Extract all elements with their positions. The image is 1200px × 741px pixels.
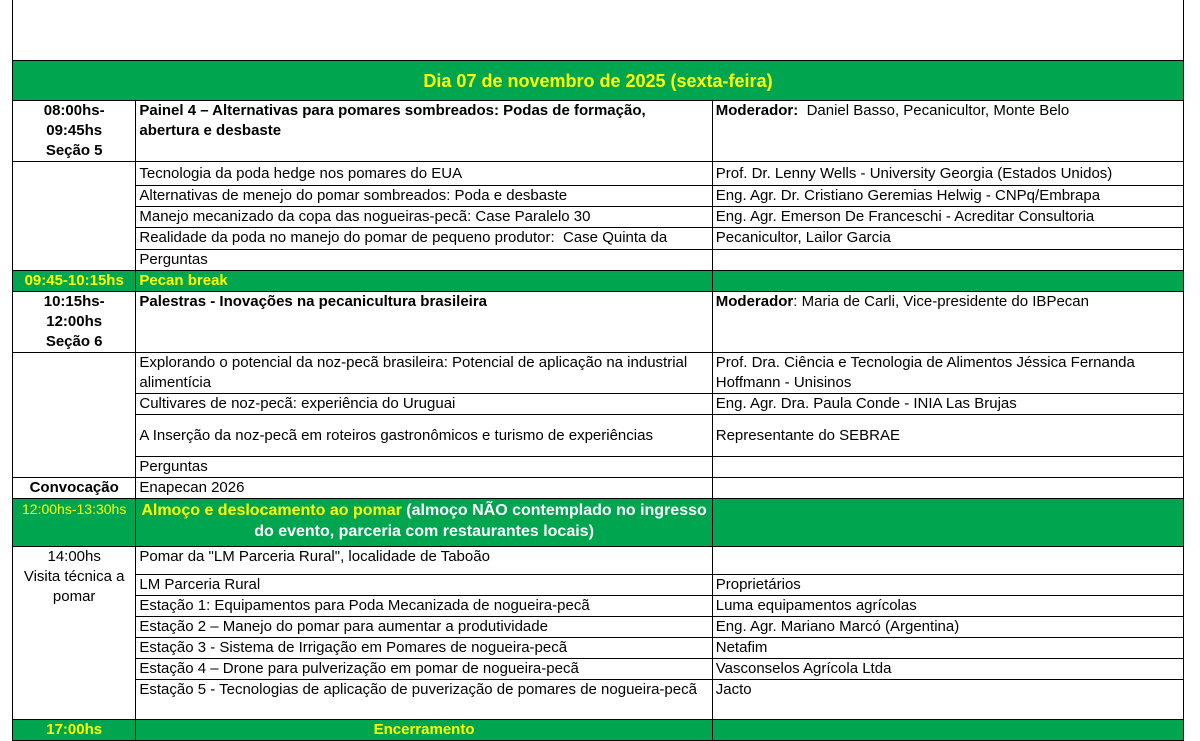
visit-header-row xyxy=(13,547,1184,575)
table-row xyxy=(13,680,1184,720)
talk-topic: Cultivares de noz-pecã: experiência do Uruguai xyxy=(136,394,712,415)
closing-label: Encerramento xyxy=(136,720,712,741)
empty-cell xyxy=(712,547,1183,575)
station-topic: Estação 1: Equipamentos para Poda Mecanizada de nogueira-pecã xyxy=(136,596,712,617)
lunch-row xyxy=(13,499,1184,547)
session5-time-cell xyxy=(13,101,136,162)
talk-speaker xyxy=(712,250,1183,271)
talk-speaker: Pecanicultor, Lailor Garcia xyxy=(712,228,1183,250)
table-row xyxy=(13,617,1184,638)
table-row xyxy=(13,162,1184,186)
moderator-label: Moderador: xyxy=(715,102,799,119)
station-speaker: Vasconselos Agrícola Ltda xyxy=(712,659,1183,680)
talk-topic: Alternativas de menejo do pomar sombreados: Poda e desbaste xyxy=(136,186,712,207)
lunch-time: 12:00hs-13:30hs xyxy=(13,499,136,547)
closing-time: 17:00hs xyxy=(13,720,136,741)
table-row xyxy=(13,457,1184,478)
talk-topic: Tecnologia da poda hedge nos pomares do EUA xyxy=(136,162,712,186)
station-topic: Estação 3 - Sistema de Irrigação em Pomares de nogueira-pecã xyxy=(136,638,712,659)
station-topic: Estação 5 - Tecnologias de aplicação de puverização de pomares de nogueira-pecã xyxy=(136,680,712,720)
day-title: Dia 07 de novembro de 2025 (sexta-feira) xyxy=(13,61,1184,101)
talk-topic: Manejo mecanizado da copa das nogueiras-pecã: Case Paralelo 30 xyxy=(136,207,712,228)
empty-cell xyxy=(712,271,1183,292)
session5-section: Seção 5 xyxy=(45,142,103,159)
table-row xyxy=(13,638,1184,659)
visit-location: Pomar da "LM Parceria Rural", localidade de Taboão xyxy=(136,547,712,575)
schedule-table xyxy=(12,60,1184,741)
station-topic: Estação 2 – Manejo do pomar para aumentar a produtividade xyxy=(136,617,712,638)
table-row xyxy=(13,415,1184,457)
session6-time-cell xyxy=(13,292,136,353)
session5-panel-title: Painel 4 – Alternativas para pomares sombreados: Podas de formação, abertura e desbaste xyxy=(136,101,712,162)
talk-speaker: Eng. Agr. Dr. Cristiano Geremias Helwig - CNPq/Embrapa xyxy=(712,186,1183,207)
session6-moderator: : Maria de Carli, Vice-presidente do IBPecan xyxy=(793,293,1089,310)
moderator-label: Moderador xyxy=(715,293,794,310)
talk-topic: Perguntas xyxy=(136,457,712,478)
table-row xyxy=(13,228,1184,250)
session6-header-row xyxy=(13,292,1184,353)
talk-speaker xyxy=(712,457,1183,478)
station-topic: LM Parceria Rural xyxy=(136,575,712,596)
visit-time-cell xyxy=(13,547,136,720)
talk-speaker: Representante do SEBRAE xyxy=(712,415,1183,457)
convocacao-label: Convocação xyxy=(13,478,136,499)
session6-panel-title: Palestras - Inovações na pecanicultura brasileira xyxy=(136,292,712,353)
session6-time: 10:15hs-12:00hs xyxy=(43,293,105,330)
talk-speaker: Eng. Agr. Dra. Paula Conde - INIA Las Brujas xyxy=(712,394,1183,415)
session5-header-row xyxy=(13,101,1184,162)
session5-moderator: Daniel Basso, Pecanicultor, Monte Belo xyxy=(798,102,1070,119)
visit-label: Visita técnica a pomar xyxy=(23,568,125,605)
table-row xyxy=(13,207,1184,228)
talk-speaker: Eng. Agr. Emerson De Franceschi - Acreditar Consultoria xyxy=(712,207,1183,228)
talk-topic: Perguntas xyxy=(136,250,712,271)
station-speaker: Netafim xyxy=(712,638,1183,659)
empty-cell xyxy=(712,499,1183,547)
table-row xyxy=(13,394,1184,415)
session6-moderator-cell xyxy=(712,292,1183,353)
table-row xyxy=(13,186,1184,207)
station-speaker: Luma equipamentos agrícolas xyxy=(712,596,1183,617)
break-label: Pecan break xyxy=(136,271,712,292)
station-speaker: Eng. Agr. Mariano Marcó (Argentina) xyxy=(712,617,1183,638)
session5-moderator-cell xyxy=(712,101,1183,162)
talk-topic: Realidade da poda no manejo do pomar de pequeno produtor: Case Quinta da xyxy=(136,228,712,250)
table-row xyxy=(13,575,1184,596)
break-time: 09:45-10:15hs xyxy=(13,271,136,292)
talk-topic: A Inserção da noz-pecã em roteiros gastronômicos e turismo de experiências xyxy=(136,415,712,457)
table-row xyxy=(13,659,1184,680)
empty-cell xyxy=(712,478,1183,499)
break-row xyxy=(13,271,1184,292)
table-row xyxy=(13,250,1184,271)
station-speaker: Jacto xyxy=(712,680,1183,720)
blank-header-area xyxy=(12,0,1184,60)
table-row xyxy=(13,596,1184,617)
station-topic: Estação 4 – Drone para pulverização em pomar de nogueira-pecã xyxy=(136,659,712,680)
schedule-sheet xyxy=(12,0,1184,738)
station-speaker: Proprietários xyxy=(712,575,1183,596)
talk-speaker: Prof. Dr. Lenny Wells - University Georgia (Estados Unidos) xyxy=(712,162,1183,186)
lunch-note: (almoço NÃO contemplado no ingresso do evento, parceria com restaurantes locais) xyxy=(254,502,707,540)
day-title-row xyxy=(13,61,1184,101)
table-row xyxy=(13,353,1184,394)
lunch-label: Almoço e deslocamento ao pomar xyxy=(141,502,402,519)
visit-time: 14:00hs xyxy=(47,548,101,565)
lunch-label-cell xyxy=(136,499,712,547)
closing-row xyxy=(13,720,1184,741)
convocacao-row xyxy=(13,478,1184,499)
talk-topic: Explorando o potencial da noz-pecã brasileira: Potencial de aplicação na industrial alimentícia xyxy=(136,353,712,394)
empty-cell xyxy=(712,720,1183,741)
session6-section: Seção 6 xyxy=(45,333,103,350)
convocacao-topic: Enapecan 2026 xyxy=(136,478,712,499)
empty-cell xyxy=(13,162,136,271)
empty-cell xyxy=(13,353,136,478)
talk-speaker: Prof. Dra. Ciência e Tecnologia de Alimentos Jéssica Fernanda Hoffmann - Unisinos xyxy=(712,353,1183,394)
session5-time: 08:00hs-09:45hs xyxy=(43,102,105,139)
